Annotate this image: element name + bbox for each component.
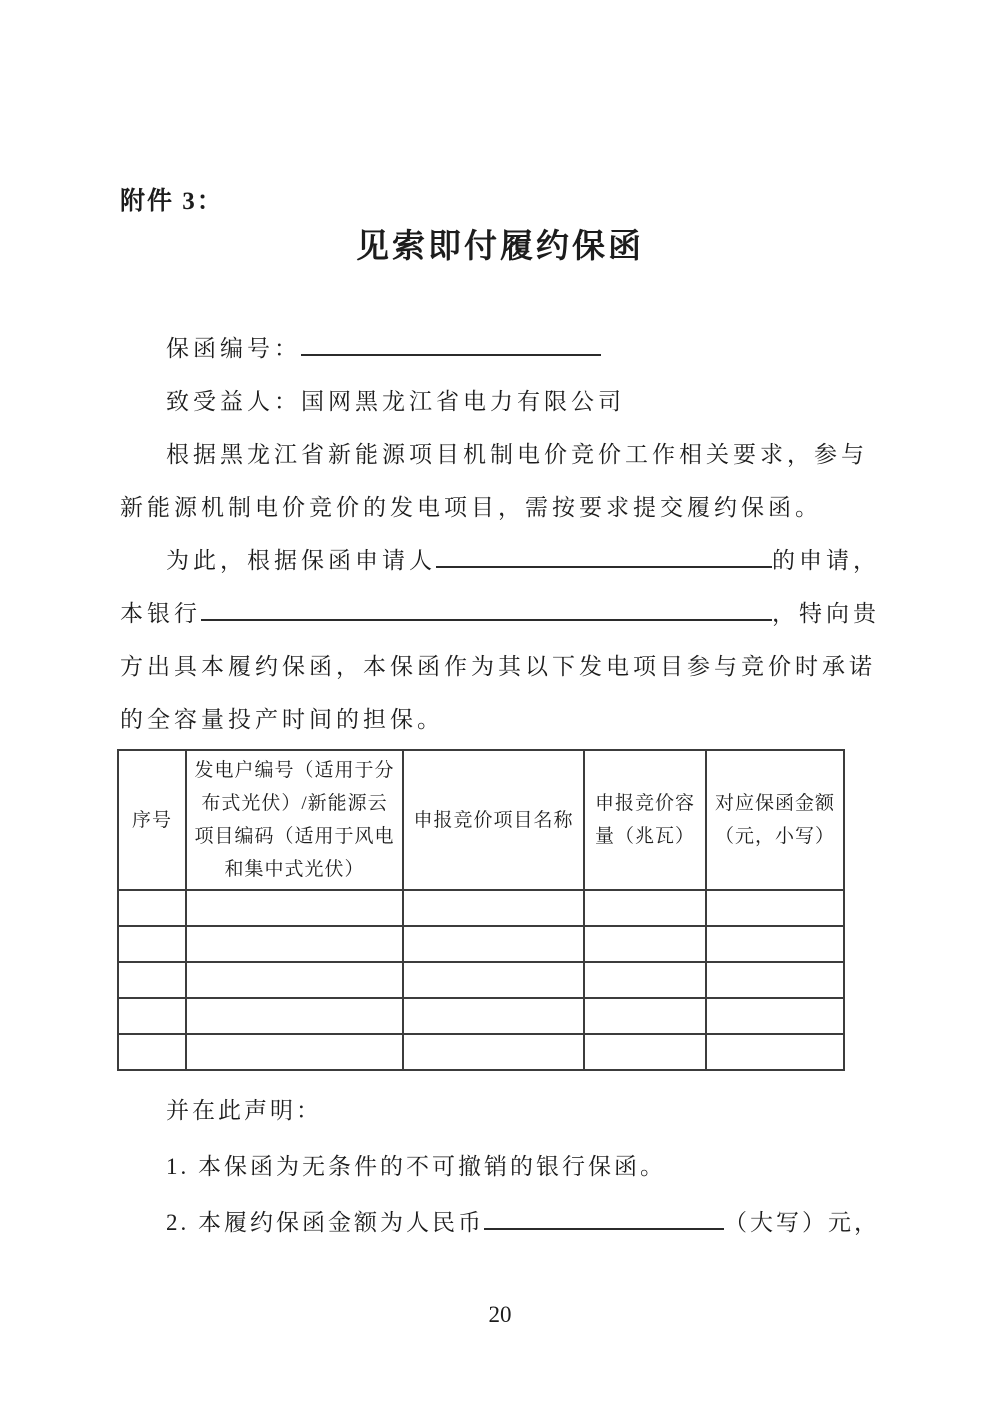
bank-blank-field [201, 596, 772, 621]
declaration-intro-text: 并在此声明： [166, 1098, 322, 1123]
table-row [118, 926, 844, 962]
table-cell-empty [186, 962, 403, 998]
table-cell-empty [186, 926, 403, 962]
document-title: 见索即付履约保函 [356, 229, 644, 265]
document-body [120, 322, 880, 746]
document-content [120, 181, 880, 1251]
paragraph2-line4 [120, 693, 880, 746]
declaration-item1-text: 1. 本保函为无条件的不可撤销的银行保函。 [166, 1154, 666, 1179]
table-header [118, 750, 844, 890]
table-row [118, 962, 844, 998]
declaration-item2-suffix: （大写）元， [724, 1210, 880, 1235]
table-cell-empty [706, 890, 844, 926]
guarantee-table-body [118, 890, 844, 1070]
table-cell-empty [584, 890, 706, 926]
paragraph2-line3-text: 方出具本履约保函，本保函作为其以下发电项目参与竞价时承诺 [120, 654, 876, 679]
table-cell-empty [118, 962, 186, 998]
table-cell-empty [403, 962, 584, 998]
table-cell-empty [584, 998, 706, 1034]
table-cell-empty [118, 890, 186, 926]
paragraph1-line1-text: 根据黑龙江省新能源项目机制电价竞价工作相关要求，参与 [166, 442, 868, 467]
paragraph1-line1 [120, 428, 880, 481]
table-header-row [118, 750, 844, 890]
table-cell-empty [118, 1034, 186, 1070]
declaration-item2-prefix: 2. 本履约保函金额为人民币 [166, 1210, 484, 1235]
bank-suffix: ，特向贵 [772, 601, 880, 626]
header-project-name: 申报竞价项目名称 [403, 750, 584, 890]
header-guarantee-amount: 对应保函金额（元，小写） [706, 750, 844, 890]
applicant-suffix: 的申请， [772, 548, 880, 573]
table-cell-empty [584, 926, 706, 962]
table-cell-empty [403, 998, 584, 1034]
declaration-item2-line [120, 1195, 880, 1251]
declaration-item1-line [120, 1139, 880, 1195]
beneficiary-line [120, 375, 880, 428]
attachment-label: 附件 3： [120, 188, 224, 215]
bank-line [120, 587, 880, 640]
declaration-intro-line [120, 1083, 880, 1139]
guarantee-number-line [120, 322, 880, 375]
paragraph2-line3 [120, 640, 880, 693]
applicant-line [120, 534, 880, 587]
table-row [118, 998, 844, 1034]
table-cell-empty [186, 890, 403, 926]
header-serial-number: 序号 [118, 750, 186, 890]
table-cell-empty [186, 1034, 403, 1070]
header-generator-id: 发电户编号（适用于分布式光伏）/新能源云项目编码（适用于风电和集中式光伏） [186, 750, 403, 890]
paragraph1-line2-text: 新能源机制电价竞价的发电项目，需按要求提交履约保函。 [120, 495, 822, 520]
paragraph2-line4-text: 的全容量投产时间的担保。 [120, 707, 444, 732]
table-cell-empty [584, 962, 706, 998]
applicant-label: 为此，根据保函申请人 [166, 548, 436, 573]
table-cell-empty [403, 890, 584, 926]
table-cell-empty [706, 926, 844, 962]
guarantee-number-blank-field [301, 331, 601, 356]
header-bid-capacity: 申报竞价容量（兆瓦） [584, 750, 706, 890]
table-cell-empty [584, 1034, 706, 1070]
bank-label: 本银行 [120, 601, 201, 626]
beneficiary-value: 国网黑龙江省电力有限公司 [301, 389, 625, 414]
page-number: 20 [488, 1302, 512, 1327]
table-row [118, 890, 844, 926]
paragraph1-line2 [120, 481, 880, 534]
table-row [118, 1034, 844, 1070]
guarantee-number-label: 保函编号： [166, 336, 301, 361]
beneficiary-label: 致受益人： [166, 389, 301, 414]
table-cell-empty [403, 1034, 584, 1070]
table-cell-empty [706, 1034, 844, 1070]
table-cell-empty [118, 998, 186, 1034]
applicant-blank-field [436, 543, 772, 568]
guarantee-projects-table [117, 749, 845, 1071]
declaration-block [120, 1083, 880, 1251]
amount-blank-field [484, 1205, 724, 1230]
table-cell-empty [118, 926, 186, 962]
table-cell-empty [706, 962, 844, 998]
table-cell-empty [186, 998, 403, 1034]
table-cell-empty [403, 926, 584, 962]
table-cell-empty [706, 998, 844, 1034]
